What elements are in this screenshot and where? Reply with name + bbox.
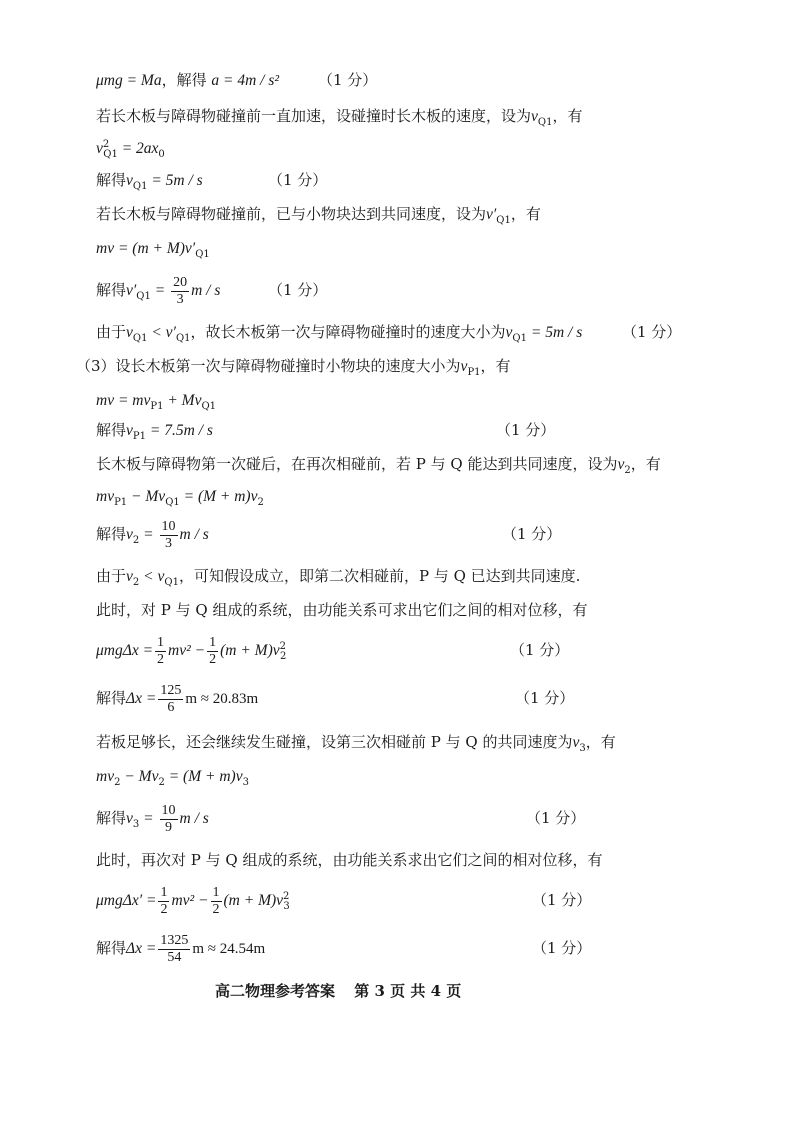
subscript: P1	[132, 431, 146, 442]
text: ，可知假设成立，即第二次相碰前，P 与 Q 已达到共同速度.	[178, 567, 581, 585]
text: 若板足够长，还会继续发生碰撞，设第三次相碰前 P 与 Q 的共同速度为	[96, 733, 573, 751]
text-line-16	[96, 600, 587, 620]
result-line-21: 解得$v_3$ = $\frac{10}{9}$ m / s	[96, 802, 209, 835]
denominator: 2	[209, 651, 217, 667]
text: ，解得	[161, 71, 207, 89]
equation: = 5m / s	[147, 172, 203, 189]
eq-line-17	[96, 630, 286, 671]
text: 解得	[96, 171, 127, 189]
equation: = 5m / s	[526, 324, 583, 341]
numerator: 10	[161, 518, 176, 534]
subscript: Q1	[103, 149, 118, 160]
numerator: 125	[160, 682, 182, 698]
equation: = (M + m)v	[164, 768, 243, 785]
footer-page-number: 第 3 页 共 4 页	[354, 982, 462, 1000]
variable: v	[460, 358, 468, 375]
equation: mv² −	[168, 642, 206, 659]
eq-line-13	[96, 486, 264, 507]
equation: mv	[96, 488, 115, 505]
superscript: 2	[279, 641, 287, 652]
subscript: P1	[150, 401, 164, 412]
subscript: 2	[158, 777, 165, 788]
equation: Δx =	[126, 940, 157, 957]
subscript: 2	[132, 577, 140, 588]
subscript: Q1	[132, 181, 148, 192]
numerator: 10	[161, 802, 176, 818]
fraction	[155, 635, 166, 668]
equation: m ≈ 24.54m	[192, 941, 266, 957]
eq-line-1	[96, 70, 279, 91]
points-label: （1 分）	[496, 421, 556, 439]
subscript: Q1	[136, 291, 151, 302]
points-label: （1 分）	[515, 689, 575, 707]
equation: (m + M)v	[220, 642, 280, 659]
variable: v′	[126, 282, 137, 299]
points-label: （1 分）	[532, 939, 592, 957]
text: ，有	[510, 205, 541, 223]
subscript: Q1	[132, 333, 148, 344]
points-label: （1 分）	[532, 891, 592, 909]
subscript: Q1	[164, 577, 179, 588]
variable: v	[572, 734, 580, 751]
footer-title: 高二物理参考答案	[215, 982, 336, 1000]
points-label: （1 分）	[526, 809, 586, 827]
text: 若长木板与障碍物碰撞前一直加速，设碰撞时长木板的速度，设为	[96, 107, 532, 125]
subscript: Q1	[496, 215, 511, 226]
text: 由于	[96, 567, 127, 585]
fraction	[211, 885, 222, 918]
equation: = 7.5m / s	[146, 422, 213, 439]
variable: v	[126, 172, 133, 189]
variable: v	[126, 422, 133, 439]
unit: m / s	[179, 810, 209, 827]
points-label: （1 分）	[268, 171, 328, 189]
subscript: Q1	[195, 249, 210, 260]
denominator: 3	[165, 535, 172, 551]
equation: − Mv	[127, 488, 166, 505]
variable: v	[96, 140, 103, 157]
equation: < v	[139, 568, 165, 585]
text: ，故长木板第一次与障碍物碰撞时的速度大小为	[190, 323, 506, 341]
variable: v	[126, 568, 133, 585]
text: 解得	[96, 525, 127, 543]
subscript: Q1	[537, 117, 553, 128]
subscript: 2	[114, 777, 121, 788]
result-line-14: 解得$v_2$ = $\frac{10}{3}$ m / s	[96, 518, 209, 551]
text-line-5	[96, 204, 541, 225]
text: ，有	[552, 107, 583, 125]
numerator: 1325	[160, 932, 189, 948]
points-label: （1 分）	[622, 323, 682, 341]
text-line-15	[96, 566, 580, 587]
variable: v	[505, 324, 513, 341]
eq-line-3	[96, 138, 165, 159]
subscript: 0	[158, 149, 165, 160]
numerator: 1	[209, 634, 217, 650]
result-line-11	[96, 420, 213, 441]
subscript: 2	[257, 497, 264, 508]
variable: v′	[486, 206, 497, 223]
eq-line-6	[96, 238, 210, 259]
subscript: 2	[624, 465, 631, 476]
subscript: Q1	[165, 497, 180, 508]
fraction	[207, 635, 218, 668]
fraction	[158, 933, 190, 966]
points-label: （1 分）	[318, 71, 378, 89]
equation: μmgΔx′ =	[96, 892, 157, 909]
result-line-18	[96, 678, 258, 719]
eq-line-10	[96, 390, 216, 411]
equation: Δx =	[126, 690, 157, 707]
variable: v	[126, 324, 133, 341]
text: ，有	[630, 455, 661, 473]
subscript: P1	[467, 367, 481, 378]
text-line-2	[96, 106, 582, 127]
denominator: 9	[165, 819, 172, 835]
text-line-8	[96, 322, 582, 343]
text: 此时，再次对 P 与 Q 组成的系统，由功能关系求出它们之间的相对位移，有	[96, 851, 603, 869]
subscript: 3	[242, 777, 249, 788]
numerator: 1	[157, 634, 165, 650]
subscript: 2	[280, 651, 287, 662]
subscript: 2	[132, 535, 140, 546]
text: 解得	[96, 281, 127, 299]
numerator: 20	[173, 274, 188, 290]
unit: m / s	[191, 282, 221, 299]
numerator: 1	[160, 884, 168, 900]
fraction	[158, 885, 169, 918]
equation: mv = mv	[96, 392, 151, 409]
points-label: （1 分）	[510, 641, 570, 659]
eq-line-20	[96, 766, 249, 787]
denominator: 2	[160, 901, 168, 917]
unit: m / s	[179, 526, 209, 543]
text: ，有	[480, 357, 511, 375]
eq-line-23	[96, 880, 290, 921]
equation: < v′	[147, 324, 176, 341]
section-3-heading	[76, 356, 511, 377]
subscript: Q1	[201, 401, 217, 412]
superscript: 2	[102, 139, 110, 150]
subscript: Q1	[175, 333, 191, 344]
equation: = (M + m)v	[179, 488, 258, 505]
page-footer	[215, 980, 475, 1001]
subscript: 3	[579, 743, 586, 754]
subscript: Q1	[512, 333, 527, 344]
variable: v	[126, 810, 133, 827]
equation: = 2ax	[117, 140, 159, 157]
equation: − Mv	[120, 768, 159, 785]
points-label: （1 分）	[268, 281, 328, 299]
text-line-22	[96, 850, 602, 870]
subscript: 3	[283, 901, 290, 912]
text: 若长木板与障碍物碰撞前，已与小物块达到共同速度，设为	[96, 205, 487, 223]
result-line-24	[96, 928, 265, 969]
variable: v	[531, 108, 538, 125]
numerator: 1	[212, 884, 220, 900]
text: 解得	[96, 689, 127, 707]
text: 此时，对 P 与 Q 组成的系统，由功能关系可求出它们之间的相对位移，有	[96, 601, 588, 619]
equation-result: a = 4m / s²	[211, 72, 280, 89]
fraction	[171, 275, 189, 308]
text: 长木板与障碍物第一次碰后，在再次相碰前，若 P 与 Q 能达到共同速度，设为	[96, 455, 618, 473]
equation: + Mv	[163, 392, 202, 409]
points-label: （1 分）	[502, 525, 562, 543]
superscript: 2	[283, 891, 290, 902]
equation: μmgΔx =	[96, 642, 154, 659]
denominator: 2	[157, 651, 165, 667]
equation: m ≈ 20.83m	[185, 691, 259, 707]
text: 解得	[96, 939, 127, 957]
text: （3）设长木板第一次与障碍物碰撞时小物块的速度大小为	[76, 357, 461, 375]
variable: v	[617, 456, 625, 473]
equation: μmg = Ma	[96, 72, 162, 89]
fraction	[158, 683, 183, 716]
variable: v	[126, 526, 133, 543]
denominator: 3	[176, 291, 184, 307]
text-line-19	[96, 732, 616, 753]
text: 解得	[96, 421, 127, 439]
result-line-4	[96, 170, 203, 191]
equation: mv	[96, 768, 115, 785]
equation: (m + M)v	[223, 892, 284, 909]
text: 由于	[96, 323, 127, 341]
text-line-12	[96, 454, 661, 475]
text: 解得	[96, 809, 127, 827]
fraction	[160, 803, 178, 836]
equation: mv = (m + M)v′	[96, 240, 196, 257]
fraction	[160, 519, 178, 552]
equation: mv² −	[171, 892, 209, 909]
denominator: 2	[212, 901, 220, 917]
text: ，有	[585, 733, 616, 751]
denominator: 54	[167, 949, 182, 965]
subscript: 3	[132, 819, 140, 830]
result-line-7: 解得$v'_{Q1}$ = $\frac{20}{3}$ m / s	[96, 274, 221, 307]
subscript: P1	[114, 497, 128, 508]
denominator: 6	[167, 699, 175, 715]
